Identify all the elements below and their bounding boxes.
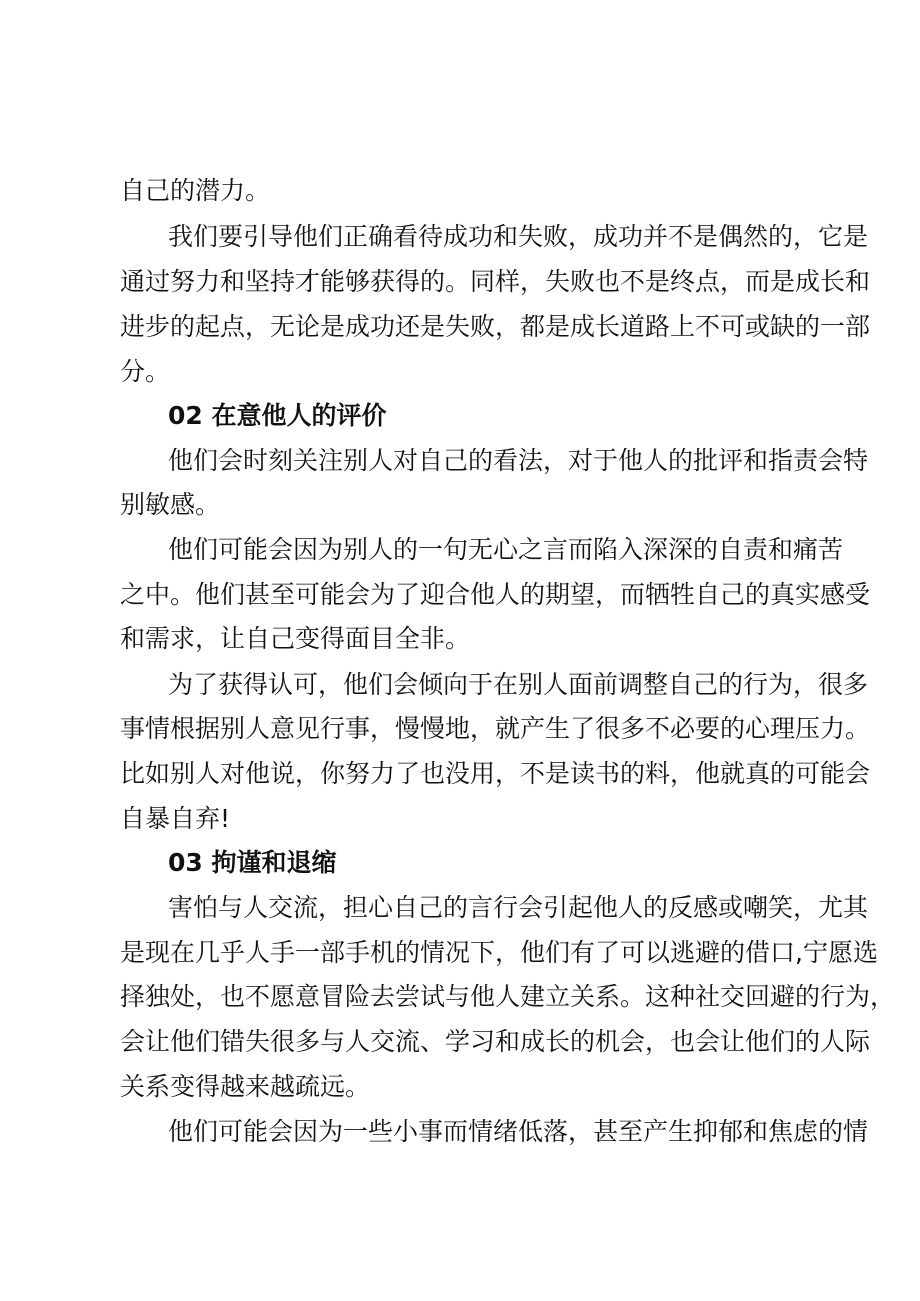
paragraph-line: 我们要引导他们正确看待成功和失败，成功并不是偶然的，它是 bbox=[168, 222, 869, 251]
paragraph-line: 他们可能会因为一些小事而情绪低落，甚至产生抑郁和焦虑的情 bbox=[168, 1117, 869, 1146]
paragraph-line: 自己的潜力。 bbox=[120, 176, 271, 205]
section-heading: 03 拘谨和退缩 bbox=[168, 848, 337, 877]
paragraph-line: 事情根据别人意见行事，慢慢地，就产生了很多不必要的心理压力。 bbox=[120, 714, 871, 743]
paragraph-line: 分。 bbox=[120, 357, 171, 386]
paragraph-line: 会让他们错失很多与人交流、学习和成长的机会，也会让他们的人际 bbox=[120, 1027, 871, 1056]
paragraph-line: 通过努力和坚持才能够获得的。同样，失败也不是终点，而是成长和 bbox=[120, 267, 871, 296]
section-heading: 02 在意他人的评价 bbox=[168, 401, 387, 430]
paragraph-line: 别敏感。 bbox=[120, 490, 221, 519]
paragraph-line: 害怕与人交流，担心自己的言行会引起他人的反感或嘲笑，尤其 bbox=[168, 893, 869, 922]
paragraph-line: 他们可能会因为别人的一句无心之言而陷入深深的自责和痛苦 bbox=[168, 535, 844, 564]
paragraph-line: 之中。他们甚至可能会为了迎合他人的期望，而牺牲自己的真实感受 bbox=[120, 580, 871, 609]
paragraph-line: 比如别人对他说，你努力了也没用，不是读书的料，他就真的可能会 bbox=[120, 759, 871, 788]
paragraph-line: 进步的起点，无论是成功还是失败，都是成长道路上不可或缺的一部 bbox=[120, 312, 871, 341]
paragraph-line: 关系变得越来越疏远。 bbox=[120, 1072, 371, 1101]
paragraph-line: 为了获得认可，他们会倾向于在别人面前调整自己的行为，很多 bbox=[168, 670, 869, 699]
paragraph-line: 择独处，也不愿意冒险去尝试与他人建立关系。这种社交回避的行为， bbox=[120, 982, 896, 1011]
paragraph-line: 是现在几乎人手一部手机的情况下，他们有了可以逃避的借口,宁愿选 bbox=[120, 938, 878, 967]
paragraph-line: 和需求，让自己变得面目全非。 bbox=[120, 624, 471, 653]
paragraph-line: 他们会时刻关注别人对自己的看法，对于他人的批评和指责会特 bbox=[168, 446, 869, 475]
paragraph-line: 自暴自弃! bbox=[120, 804, 231, 833]
